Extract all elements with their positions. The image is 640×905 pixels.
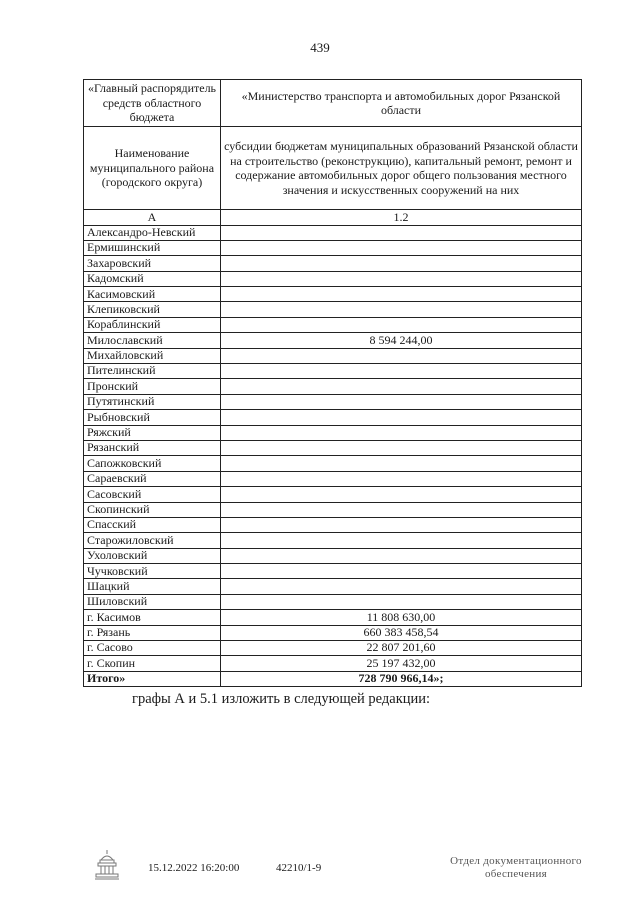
subsidy-value: 8 594 244,00 [221, 333, 582, 348]
district-name: Касимовский [84, 287, 221, 302]
total-label: Итого» [84, 671, 221, 686]
district-name: г. Сасово [84, 641, 221, 656]
footer-department: Отдел документационного обеспечения [450, 855, 582, 880]
table-row [84, 610, 582, 625]
subsidy-value [221, 594, 582, 609]
subsidy-table [83, 79, 582, 687]
table-row [84, 517, 582, 532]
subsidy-value [221, 256, 582, 271]
table-row [84, 656, 582, 671]
duma-seal-icon [92, 848, 122, 884]
subsidy-value [221, 487, 582, 502]
table-row [84, 533, 582, 548]
subsidy-value: 22 807 201,60 [221, 641, 582, 656]
district-name: Шацкий [84, 579, 221, 594]
table-row [84, 256, 582, 271]
district-name: Ряжский [84, 425, 221, 440]
subsidy-value [221, 317, 582, 332]
total-value: 728 790 966,14»; [221, 671, 582, 686]
header-district-label: Наименование муниципального района (городского округа) [84, 127, 221, 210]
district-name: Спасский [84, 517, 221, 532]
subsidy-value [221, 502, 582, 517]
subsidy-value [221, 440, 582, 455]
table-row [84, 456, 582, 471]
subsidy-value: 25 197 432,00 [221, 656, 582, 671]
table-row [84, 240, 582, 255]
table-row [84, 317, 582, 332]
table-row [84, 471, 582, 486]
subsidy-value: 11 808 630,00 [221, 610, 582, 625]
header-row-distributor [84, 80, 582, 127]
district-name: г. Скопин [84, 656, 221, 671]
table-row [84, 579, 582, 594]
table-row [84, 410, 582, 425]
subsidy-value [221, 287, 582, 302]
district-name: г. Рязань [84, 625, 221, 640]
subsidy-value [221, 348, 582, 363]
table-row [84, 394, 582, 409]
district-name: Александро-Невский [84, 225, 221, 240]
district-name: г. Касимов [84, 610, 221, 625]
subsidy-value [221, 271, 582, 286]
table-row [84, 440, 582, 455]
table-row [84, 333, 582, 348]
district-name: Пителинский [84, 364, 221, 379]
subsidy-value [221, 302, 582, 317]
district-name: Сапожковский [84, 456, 221, 471]
table-row [84, 625, 582, 640]
footer-date: 15.12.2022 16:20:00 [148, 862, 240, 874]
subsidy-value [221, 379, 582, 394]
closing-text: графы А и 5.1 изложить в следующей редакции: [132, 691, 431, 707]
table-row [84, 425, 582, 440]
table-row [84, 348, 582, 363]
subsidy-value [221, 364, 582, 379]
district-name: Кадомский [84, 271, 221, 286]
district-name: Рыбновский [84, 410, 221, 425]
table-row [84, 564, 582, 579]
subsidy-value: 660 383 458,54 [221, 625, 582, 640]
footer-doc-code: 42210/1-9 [276, 862, 322, 874]
subsidy-value [221, 548, 582, 563]
district-name: Ермишинский [84, 240, 221, 255]
district-name: Шиловский [84, 594, 221, 609]
district-name: Кораблинский [84, 317, 221, 332]
subsidy-value [221, 517, 582, 532]
district-name: Старожиловский [84, 533, 221, 548]
district-name: Чучковский [84, 564, 221, 579]
subsidy-value [221, 471, 582, 486]
district-name: Пронский [84, 379, 221, 394]
subsidy-value [221, 225, 582, 240]
page-number: 439 [310, 40, 330, 55]
subsidy-value [221, 579, 582, 594]
header-code-1-2: 1.2 [221, 210, 582, 226]
table-row [84, 641, 582, 656]
table-row [84, 502, 582, 517]
subsidy-value [221, 394, 582, 409]
table-row [84, 364, 582, 379]
table-row [84, 487, 582, 502]
table-row [84, 302, 582, 317]
header-row-codes [84, 210, 582, 226]
district-name: Рязанский [84, 440, 221, 455]
subsidy-value [221, 456, 582, 471]
table-row [84, 548, 582, 563]
district-name: Милославский [84, 333, 221, 348]
district-name: Скопинский [84, 502, 221, 517]
subsidy-value [221, 410, 582, 425]
district-name: Клепиковский [84, 302, 221, 317]
header-distributor-label: «Главный распорядитель средств областного бюджета [84, 80, 221, 127]
total-row [84, 671, 582, 686]
subsidy-value [221, 240, 582, 255]
header-subsidy-label: субсидии бюджетам муниципальных образований Рязанской области на строительство (реконструкцию), капитальный ремонт, ремонт и содержание автомобильных дорог общего пользования местного значения и искусственных сооружений на них [221, 127, 582, 210]
table-row [84, 225, 582, 240]
table-row [84, 379, 582, 394]
table-row [84, 271, 582, 286]
district-name: Ухоловский [84, 548, 221, 563]
district-name: Сасовский [84, 487, 221, 502]
header-row-columns [84, 127, 582, 210]
subsidy-value [221, 425, 582, 440]
table-row [84, 594, 582, 609]
district-name: Сараевский [84, 471, 221, 486]
header-distributor-value: «Министерство транспорта и автомобильных дорог Рязанской области [221, 80, 582, 127]
subsidy-value [221, 533, 582, 548]
district-name: Михайловский [84, 348, 221, 363]
table-row [84, 287, 582, 302]
header-code-a: А [84, 210, 221, 226]
district-name: Захаровский [84, 256, 221, 271]
subsidy-value [221, 564, 582, 579]
district-name: Путятинский [84, 394, 221, 409]
